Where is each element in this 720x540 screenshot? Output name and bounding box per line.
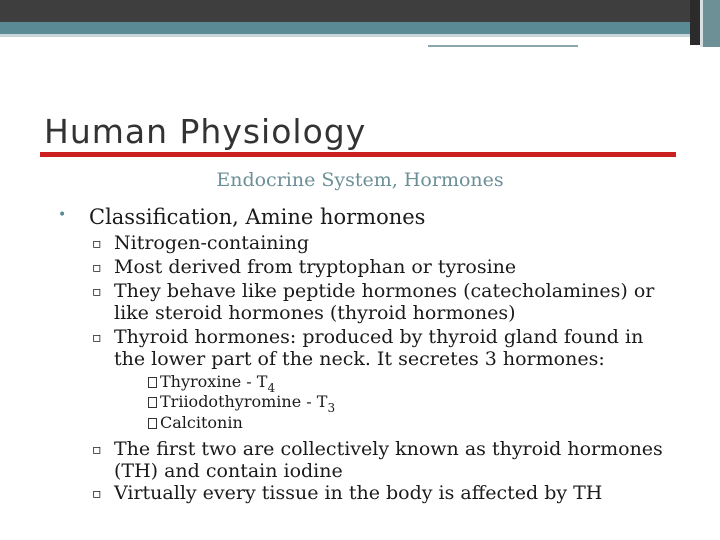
hormone-subscript: 3 <box>327 401 336 415</box>
checkbox-glyph-icon <box>148 418 157 429</box>
bullet-item-text-continued: (TH) and contain iodine <box>114 460 343 482</box>
bullet-item-text-continued: the lower part of the neck. It secretes 3 hormones: <box>114 348 605 370</box>
slide-title: Human Physiology <box>44 112 367 151</box>
bullet-square-icon: ▫ <box>92 486 102 502</box>
bullet-square-icon: ▫ <box>92 442 102 458</box>
hormone-item: Calcitonin <box>160 413 243 432</box>
bullet-item-text: They behave like peptide hormones (catecholamines) or <box>114 280 655 302</box>
bullet-item-text: Thyroid hormones: produced by thyroid gland found in <box>114 326 644 348</box>
header-band-light <box>0 34 720 37</box>
checkbox-glyph-icon <box>148 377 157 388</box>
header-accent-line <box>428 45 578 47</box>
bullet-dot-icon: • <box>58 207 67 223</box>
bullet-item-text: Virtually every tissue in the body is affected by TH <box>114 482 603 504</box>
bullet-square-icon: ▫ <box>92 260 102 276</box>
bullet-item-text: Nitrogen-containing <box>114 232 309 254</box>
bullet-level1-text: Classification, Amine hormones <box>89 205 426 229</box>
title-underline <box>40 152 676 157</box>
bullet-square-icon: ▫ <box>92 236 102 252</box>
corner-block-dark <box>690 0 700 45</box>
hormone-subscript: 4 <box>267 381 276 395</box>
hormone-item <box>160 392 335 415</box>
corner-block-teal <box>703 0 720 47</box>
bullet-item-text: The first two are collectively known as thyroid hormones <box>114 438 663 460</box>
hormone-name: Thyroxine - T <box>160 372 268 391</box>
bullet-item-text: Most derived from tryptophan or tyrosine <box>114 256 517 278</box>
bullet-square-icon: ▫ <box>92 284 102 300</box>
hormone-name: Triiodothyromine - T <box>160 392 328 411</box>
bullet-square-icon: ▫ <box>92 330 102 346</box>
slide-subtitle: Endocrine System, Hormones <box>216 169 504 191</box>
header-band-dark <box>0 0 720 22</box>
header-band-teal <box>0 22 720 34</box>
bullet-item-text-continued: like steroid hormones (thyroid hormones) <box>114 302 516 324</box>
checkbox-glyph-icon <box>148 397 157 408</box>
